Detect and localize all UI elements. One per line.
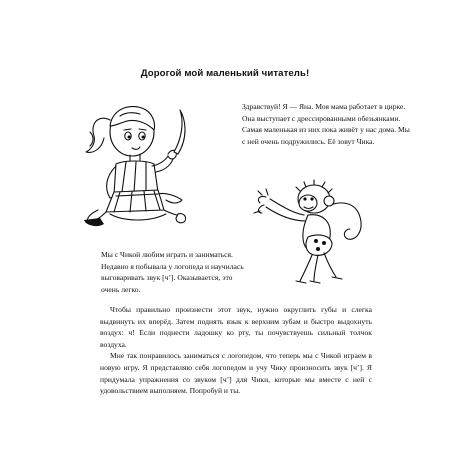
instructions: [100, 304, 372, 397]
monkey-illustration: [252, 177, 372, 287]
girl-illustration: [80, 92, 190, 232]
intro-text: Здравствуй! Я — Яна. Моя мама работает в цирке. Она выступает с дрессированными обезьянками. Самая маленькая из них пока живёт у нас дома. Мы с ней очень подружились. Её зовут Чика.: [242, 102, 410, 146]
paragraph-1: Чтобы правильно произнести этот звук, нужно округлить губы и слегка выдвинуть их вперёд. Затем поднять язык к верхним зубам и быстро выдохнуть воздух: ч! Если поднести ладошку ко рту, ты почувствуешь сильный толчок воздуха.: [100, 305, 372, 349]
paragraph-2: Мне так понравилось заниматься с логопедом, что теперь мы с Чикой играем в новую игру. Я представляю себя логопедом и учу Чику произносить звук [ч’]. Я придумала упражнения со звуком [ч’] для Чики, которые мы вместе с ней с удовольствием выполняем. Попробуй и ты.: [100, 351, 372, 396]
page-title: Дорогой мой маленький читатель!: [140, 68, 310, 79]
play-text: Мы с Чикой любим играть и заниматься. Недавно я побывала у логопеда и научилась выговаривать звук [ч’]. Оказывается, это очень легко.: [101, 250, 244, 294]
